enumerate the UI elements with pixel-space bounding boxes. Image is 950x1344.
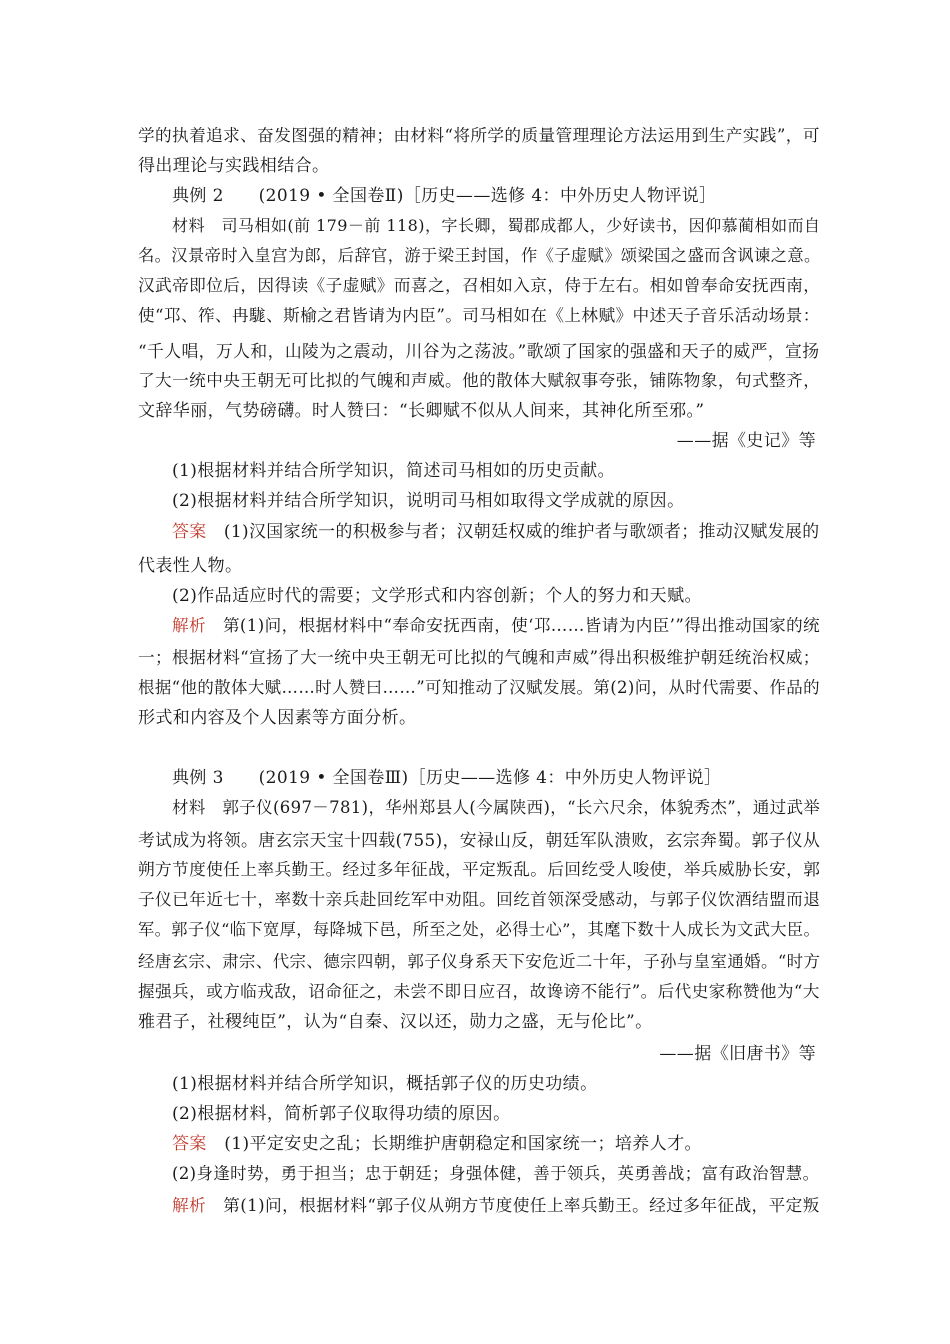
material-line: 经唐玄宗、肃宗、代宗、德宗四朝，郭子仪身系天下安危近二十年，子孙与皇室通婚。“时方	[138, 952, 821, 971]
text-line: 得出理论与实践相结合。	[138, 156, 330, 176]
question-2: (2)根据材料并结合所学知识，说明司马相如取得文学成就的原因。	[172, 491, 685, 511]
answer-line	[172, 1133, 702, 1155]
answer-text: (1)汉国家统一的积极参与者；汉朝廷权威的维护者与歌颂者；推动汉赋发展的	[206, 521, 820, 541]
analysis-label: 解析	[172, 1196, 207, 1215]
analysis-label: 解析	[172, 616, 206, 635]
material-source: ——据《旧唐书》等	[659, 1044, 816, 1064]
analysis-line	[172, 615, 820, 637]
material-line: 名。汉景帝时入皇宫为郎，后辞官，游于梁王封国，作《子虚赋》颂梁国之盛而含讽谏之意。	[138, 246, 821, 265]
example-2-heading: 典例 2 (2019 • 全国卷Ⅱ)［历史——选修 4：中外历史人物评说］	[172, 186, 717, 206]
material-line: 子仪已年近七十，率数十亲兵赴回纥军中劝阻。回纥首领深受感动，与郭子仪饮酒结盟而退	[138, 890, 821, 909]
analysis-line	[172, 1195, 820, 1217]
question-2: (2)根据材料，简析郭子仪取得功绩的原因。	[172, 1104, 511, 1124]
analysis-line: 一；根据材料“宣扬了大一统中央王朝无可比拟的气魄和声威”得出积极维护朝廷统治权威；	[138, 648, 820, 667]
material-line: 朔方节度使任上率兵勤王。经过多年征战，平定叛乱。后回纥受人唆使，举兵威胁长安，郭	[138, 860, 821, 879]
material-line: 军。郭子仪“临下宽厚，每降城下邑，所至之处，必得士心”，其麾下数十人成长为文武大臣。	[138, 920, 821, 939]
material-label: 材料	[172, 216, 205, 235]
material-source: ——据《史记》等	[676, 431, 816, 451]
question-1: (1)根据材料并结合所学知识，简述司马相如的历史贡献。	[172, 461, 615, 481]
material-line: 握强兵，或方临戎敌，诏命征之，未尝不即日应召，故谗谤不能行”。后代史家称赞他为“大	[138, 982, 820, 1001]
material-line: 汉武帝即位后，因得读《子虚赋》而喜之，召相如入京，侍于左右。相如曾奉命安抚西南，	[138, 276, 821, 295]
text-line: 学的执着追求、奋发图强的精神；由材料“将所学的质量管理理论方法运用到生产实践”，可	[138, 126, 820, 145]
example-3-heading: 典例 3 (2019 • 全国卷Ⅲ)［历史——选修 4：中外历史人物评说］	[172, 768, 722, 788]
answer-text: (1)平定安史之乱；长期维护唐朝稳定和国家统一；培养人才。	[206, 1134, 702, 1154]
answer-line	[172, 520, 820, 542]
material-text: 郭子仪(697－781)，华州郑县人(今属陕西)，“长六尺余，体貌秀杰”，通过武举	[205, 798, 821, 817]
answer-line: 代表性人物。	[138, 556, 243, 576]
analysis-line: 根据“他的散体大赋……时人赞曰……”可知推动了汉赋发展。第(2)问，从时代需要、作品的	[138, 678, 820, 697]
material-label: 材料	[172, 798, 206, 817]
material-line: 了大一统中央王朝无可比拟的气魄和声威。他的散体大赋叙事夸张，铺陈物象，句式整齐，	[138, 371, 821, 390]
analysis-text: 第(1)问，根据材料“郭子仪从朔方节度使任上率兵勤王。经过多年征战，平定叛	[206, 1196, 820, 1215]
material-line: “千人唱，万人和，山陵为之震动，川谷为之荡波。”歌颂了国家的强盛和天子的威严，宣扬	[138, 341, 820, 361]
material-line: 雅君子，社稷纯臣”，认为“自秦、汉以还，勋力之盛，无与伦比”。	[138, 1012, 653, 1032]
material-line	[172, 797, 820, 819]
material-text: 司马相如(前 179－前 118)，字长卿，蜀郡成都人，少好读书，因仰慕蔺相如而自	[204, 216, 821, 235]
answer-label: 答案	[172, 521, 207, 541]
answer-line: (2)作品适应时代的需要；文学形式和内容创新；个人的努力和天赋。	[172, 586, 702, 606]
answer-label: 答案	[172, 1134, 207, 1154]
material-line: 考试成为将领。唐玄宗天宝十四载(755)，安禄山反，朝廷军队溃败，玄宗奔蜀。郭子仪从	[138, 830, 821, 850]
material-line	[172, 215, 820, 237]
material-line: 使“邛、筰、冉駹、斯榆之君皆请为内臣”。司马相如在《上林赋》中述天子音乐活动场景：	[138, 306, 820, 325]
analysis-line: 形式和内容及个人因素等方面分析。	[138, 708, 417, 728]
material-line: 文辞华丽，气势磅礴。时人赞曰：“长卿赋不似从人间来，其神化所至邪。”	[138, 401, 705, 421]
answer-line: (2)身逢时势，勇于担当；忠于朝廷；身强体健，善于领兵，英勇善战；富有政治智慧。	[172, 1164, 820, 1183]
analysis-text: 第(1)问，根据材料中“奉命安抚西南，使‘邛……皆请为内臣’”得出推动国家的统	[205, 616, 821, 635]
question-1: (1)根据材料并结合所学知识，概括郭子仪的历史功绩。	[172, 1074, 598, 1094]
